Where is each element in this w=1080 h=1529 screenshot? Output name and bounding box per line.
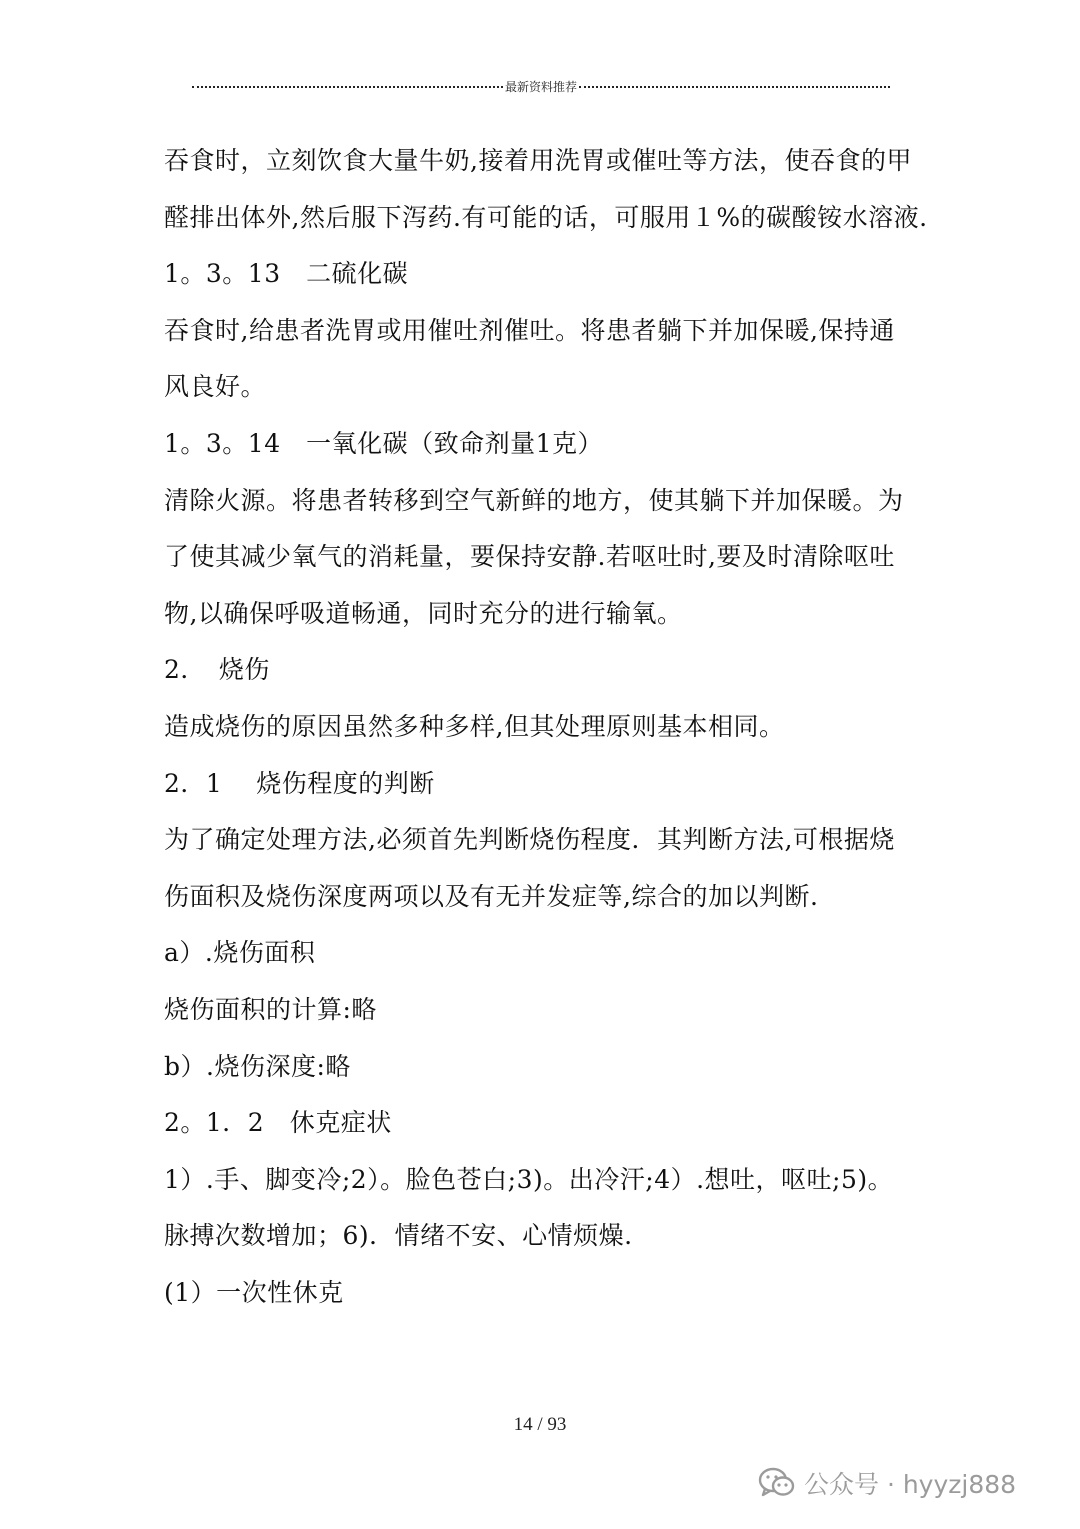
body-line-1: 吞食时，立刻饮食大量牛奶,接着用洗胃或催吐等方法，使吞食的甲	[164, 146, 912, 175]
section-heading-1-3-13: 1。3。13 二硫化碳	[164, 259, 409, 288]
section-heading-2: 2． 烧伤	[164, 655, 270, 684]
body-line-19: 1）.手、脚变冷;2）。脸色苍白;3)。出冷汗;4）.想吐，呕吐;5)。	[164, 1165, 894, 1194]
section-heading-2-1-2: 2。1．2 休克症状	[164, 1108, 392, 1137]
page-header	[192, 76, 890, 96]
body-line-20: 脉搏次数增加；6)．情绪不安、心情烦燥.	[164, 1221, 633, 1250]
watermark	[758, 1465, 1016, 1501]
body-line-8: 了使其减少氧气的消耗量，要保持安静.若呕吐时,要及时清除呕吐	[164, 542, 895, 571]
section-heading-1-3-14: 1。3。14 一氧化碳（致命剂量1克）	[164, 429, 604, 458]
subheading-1: (1）一次性休克	[164, 1278, 344, 1307]
header-dotted-rule-right	[579, 86, 890, 88]
body-line-4: 吞食时,给患者洗胃或用催吐剂催吐。将患者躺下并加保暖,保持通	[164, 316, 895, 345]
page-number: 14 / 93	[513, 1414, 567, 1435]
section-heading-2-1: 2．1 烧伤程度的判断	[164, 769, 435, 798]
body-line-16: 烧伤面积的计算:略	[164, 995, 377, 1024]
body-line-2: 醛排出体外,然后服下泻药.有可能的话，可服用１%的碳酸铵水溶液.	[164, 203, 928, 232]
body-line-9: 物,以确保呼吸道畅通，同时充分的进行输氧。	[164, 599, 683, 628]
body-line-11: 造成烧伤的原因虽然多种多样,但其处理原则基本相同。	[164, 712, 785, 741]
watermark-text: 公众号 · hyyzj888	[804, 1470, 1017, 1499]
body-line-5: 风良好。	[164, 372, 267, 401]
body-line-14: 伤面积及烧伤深度两项以及有无并发症等,综合的加以判断.	[164, 882, 819, 911]
header-dotted-rule-left	[192, 86, 503, 88]
body-line-13: 为了确定处理方法,必须首先判断烧伤程度．其判断方法,可根据烧	[164, 825, 895, 854]
body-line-7: 清除火源。将患者转移到空气新鲜的地方，使其躺下并加保暖。为	[164, 486, 904, 515]
wechat-icon	[758, 1466, 796, 1500]
subheading-a: a）.烧伤面积	[164, 938, 316, 967]
subheading-b: b）.烧伤深度:略	[164, 1052, 351, 1081]
header-title: 最新资料推荐	[505, 79, 578, 94]
